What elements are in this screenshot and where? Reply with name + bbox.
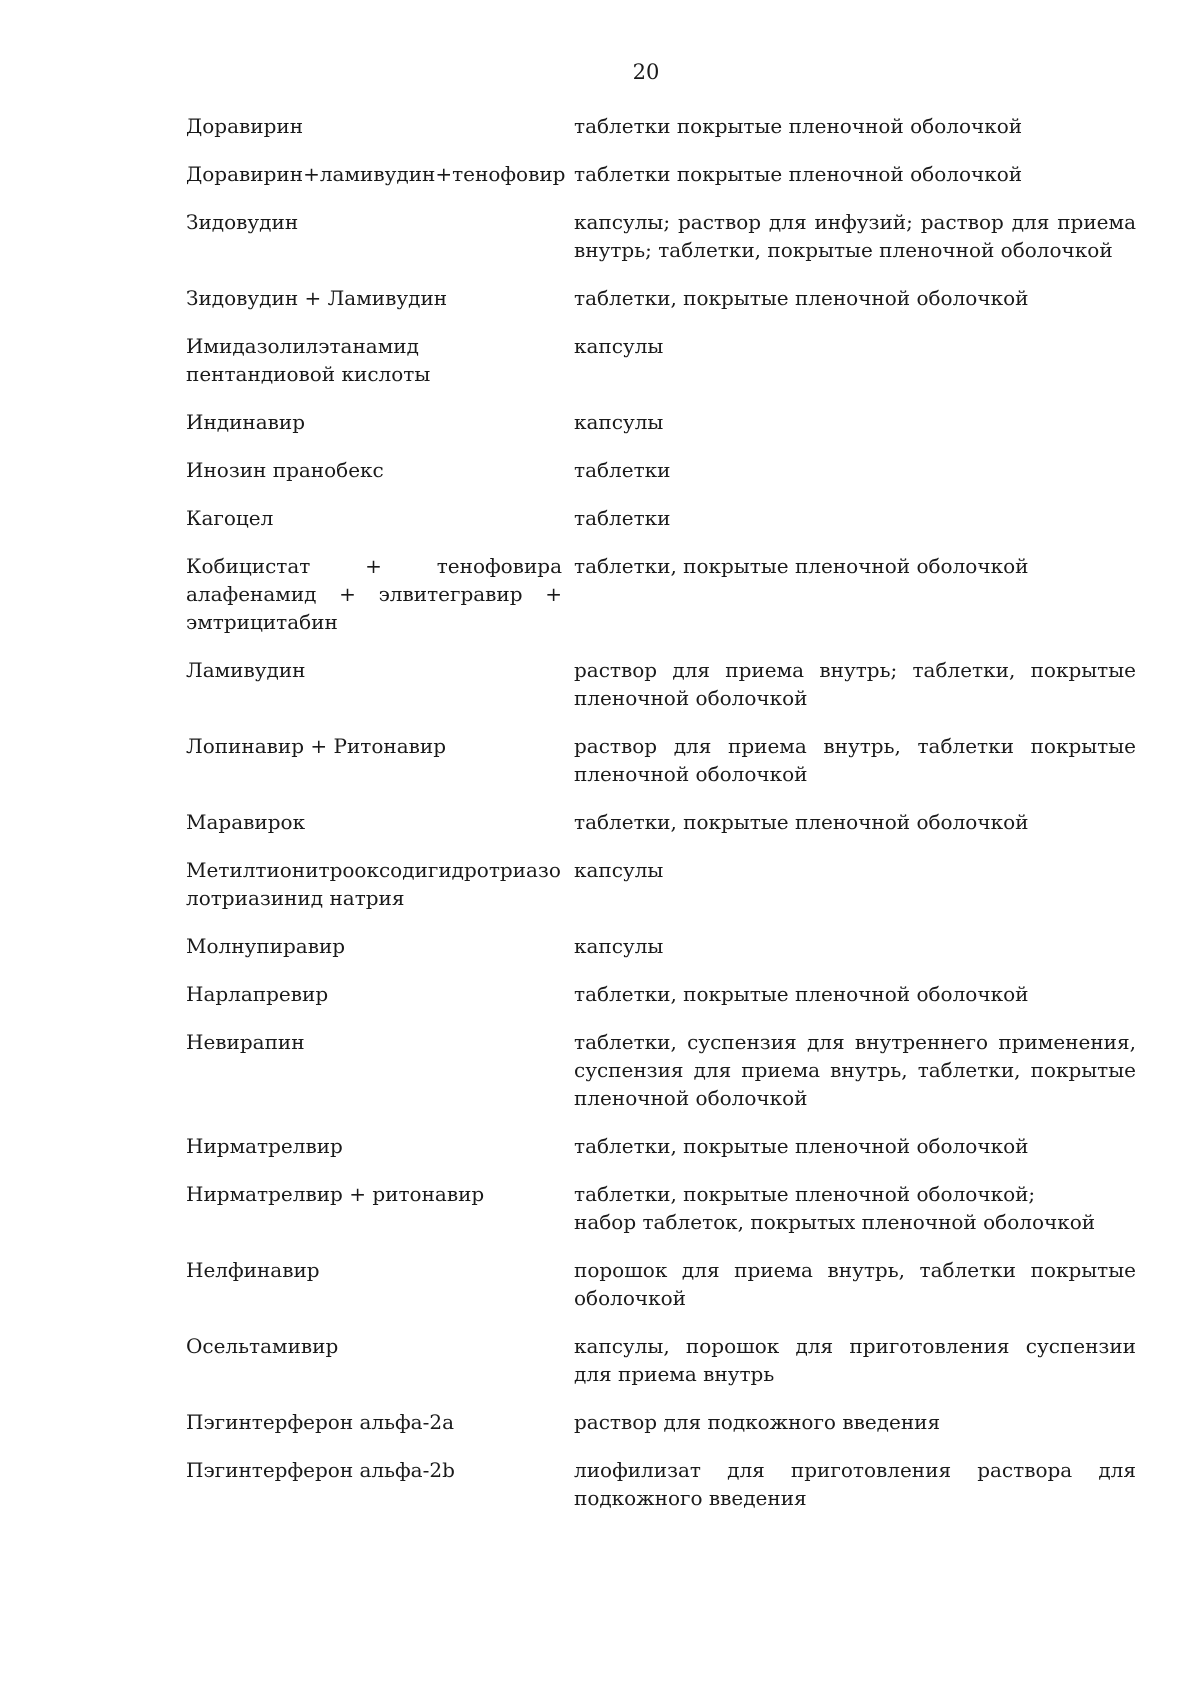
dosage-form: таблетки покрытые пленочной оболочкой [574, 162, 1023, 186]
drug-name: Кагоцел [186, 506, 274, 530]
dosage-form: таблетки, покрытые пленочной оболочкой [574, 554, 1029, 578]
dosage-form: капсулы [574, 334, 664, 358]
table-row [186, 1256, 1136, 1332]
drug-name: Индинавир [186, 410, 306, 434]
drug-name: Метилтионитрооксодигидротриазолотриазинид натрия [186, 858, 561, 910]
drug-table [186, 112, 1136, 1532]
table-row [186, 332, 1136, 408]
table-row [186, 552, 1136, 656]
dosage-form: таблетки, покрытые пленочной оболочкой [574, 1134, 1029, 1158]
table-row [186, 1408, 1136, 1456]
drug-name: Пэгинтерферон альфа-2а [186, 1410, 455, 1434]
drug-name: Нирматрелвир [186, 1134, 343, 1158]
drug-name: Молнупиравир [186, 934, 346, 958]
dosage-form: лиофилизат для приготовления раствора для подкожного введения [574, 1458, 1136, 1510]
dosage-form: капсулы [574, 934, 664, 958]
table-row [186, 1132, 1136, 1180]
table-row [186, 284, 1136, 332]
dosage-form-line: таблетки, покрытые пленочной оболочкой; [574, 1182, 1036, 1206]
table-row [186, 732, 1136, 808]
table-row [186, 1180, 1136, 1256]
dosage-form: таблетки, покрытые пленочной оболочкой [574, 286, 1029, 310]
dosage-form: капсулы [574, 858, 664, 882]
drug-name: Осельтамивир [186, 1334, 339, 1358]
dosage-form: капсулы; раствор для инфузий; раствор для приема внутрь; таблетки, покрытые пленочной оболочкой [574, 210, 1136, 262]
dosage-form: таблетки, покрытые пленочной оболочкой [574, 982, 1029, 1006]
table-row [186, 656, 1136, 732]
table-row [186, 856, 1136, 932]
drug-name: Инозин пранобекс [186, 458, 384, 482]
drug-name: Доравирин [186, 114, 304, 138]
drug-name: Нирматрелвир + ритонавир [186, 1182, 485, 1206]
drug-name: Нарлапревир [186, 982, 329, 1006]
dosage-form-line: набор таблеток, покрытых пленочной оболочкой [574, 1210, 1096, 1234]
dosage-form: порошок для приема внутрь, таблетки покрытые оболочкой [574, 1258, 1136, 1310]
table-row [186, 1456, 1136, 1532]
table-row [186, 980, 1136, 1028]
dosage-form: капсулы, порошок для приготовления суспензии для приема внутрь [574, 1334, 1136, 1386]
table-row [186, 112, 1136, 160]
table-row [186, 208, 1136, 284]
drug-name: Доравирин+ламивудин+тенофовир [186, 162, 566, 186]
dosage-form [574, 1180, 1136, 1256]
drug-name: Нелфинавир [186, 1258, 320, 1282]
dosage-form: таблетки покрытые пленочной оболочкой [574, 114, 1023, 138]
drug-name: Кобицистат + тенофовира алафенамид + элвитегравир + эмтрицитабин [186, 554, 562, 634]
table-row [186, 1028, 1136, 1132]
page-number: 20 [632, 60, 660, 84]
drug-name: Ламивудин [186, 658, 306, 682]
dosage-form: таблетки, покрытые пленочной оболочкой [574, 810, 1029, 834]
table-row [186, 160, 1136, 208]
table-row [186, 408, 1136, 456]
table-row [186, 808, 1136, 856]
drug-name: Невирапин [186, 1030, 305, 1054]
dosage-form: раствор для приема внутрь; таблетки, покрытые пленочной оболочкой [574, 658, 1136, 710]
table-row [186, 504, 1136, 552]
drug-name: Пэгинтерферон альфа-2b [186, 1458, 455, 1482]
drug-name: Зидовудин + Ламивудин [186, 286, 448, 310]
drug-name: Лопинавир + Ритонавир [186, 734, 447, 758]
dosage-form: таблетки, суспензия для внутреннего применения, суспензия для приема внутрь, таблетки, покрытые пленочной оболочкой [574, 1030, 1136, 1110]
table-row [186, 1332, 1136, 1408]
table-row [186, 456, 1136, 504]
dosage-form: таблетки [574, 458, 671, 482]
drug-name: Зидовудин [186, 210, 299, 234]
table-row [186, 932, 1136, 980]
dosage-form: таблетки [574, 506, 671, 530]
drug-name: Маравирок [186, 810, 306, 834]
dosage-form: раствор для подкожного введения [574, 1410, 941, 1434]
dosage-form: раствор для приема внутрь, таблетки покрытые пленочной оболочкой [574, 734, 1136, 786]
dosage-form: капсулы [574, 410, 664, 434]
drug-name: Имидазолилэтанамид пентандиовой кислоты [186, 334, 431, 386]
